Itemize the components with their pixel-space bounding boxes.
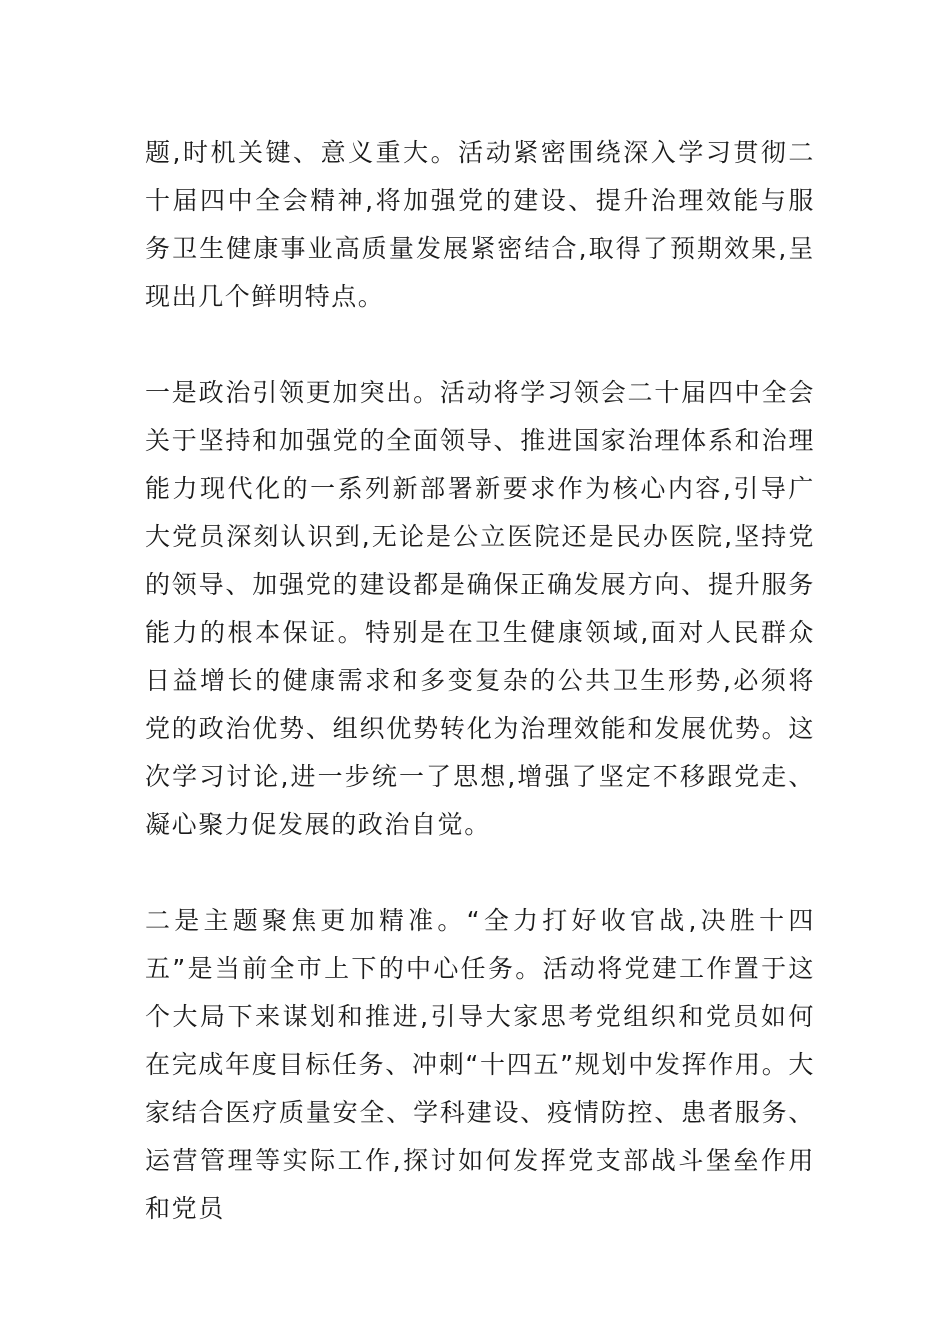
document-page: [145, 129, 815, 1233]
paragraph-intro-continuation: 题,时机关键、意义重大。活动紧密围绕深入学习贯彻二十届四中全会精神,将加强党的建设、提升治理效能与服务卫生健康事业高质量发展紧密结合,取得了预期效果,呈现出几个鲜明特点。: [145, 138, 815, 311]
paragraph-theme-focus: 二是主题聚焦更加精准。“全力打好收官战,决胜十四五”是当前全市上下的中心任务。活动将党建工作置于这个大局下来谋划和推进,引导大家思考党组织和党员如何在完成年度目标任务、冲刺“十四五”规划中发挥作用。大家结合医疗质量安全、学科建设、疫情防控、患者服务、运营管理等实际工作,探讨如何发挥党支部战斗堡垒作用和党员: [145, 906, 815, 1223]
paragraph-political-leadership: 一是政治引领更加突出。活动将学习领会二十届四中全会关于坚持和加强党的全面领导、推进国家治理体系和治理能力现代化的一系列新部署新要求作为核心内容,引导广大党员深刻认识到,无论是公立医院还是民办医院,坚持党的领导、加强党的建设都是确保正确发展方向、提升服务能力的根本保证。特别是在卫生健康领域,面对人民群众日益增长的健康需求和多变复杂的公共卫生形势,必须将党的政治优势、组织优势转化为治理效能和发展优势。这次学习讨论,进一步统一了思想,增强了坚定不移跟党走、凝心聚力促发展的政治自觉。: [145, 378, 815, 839]
